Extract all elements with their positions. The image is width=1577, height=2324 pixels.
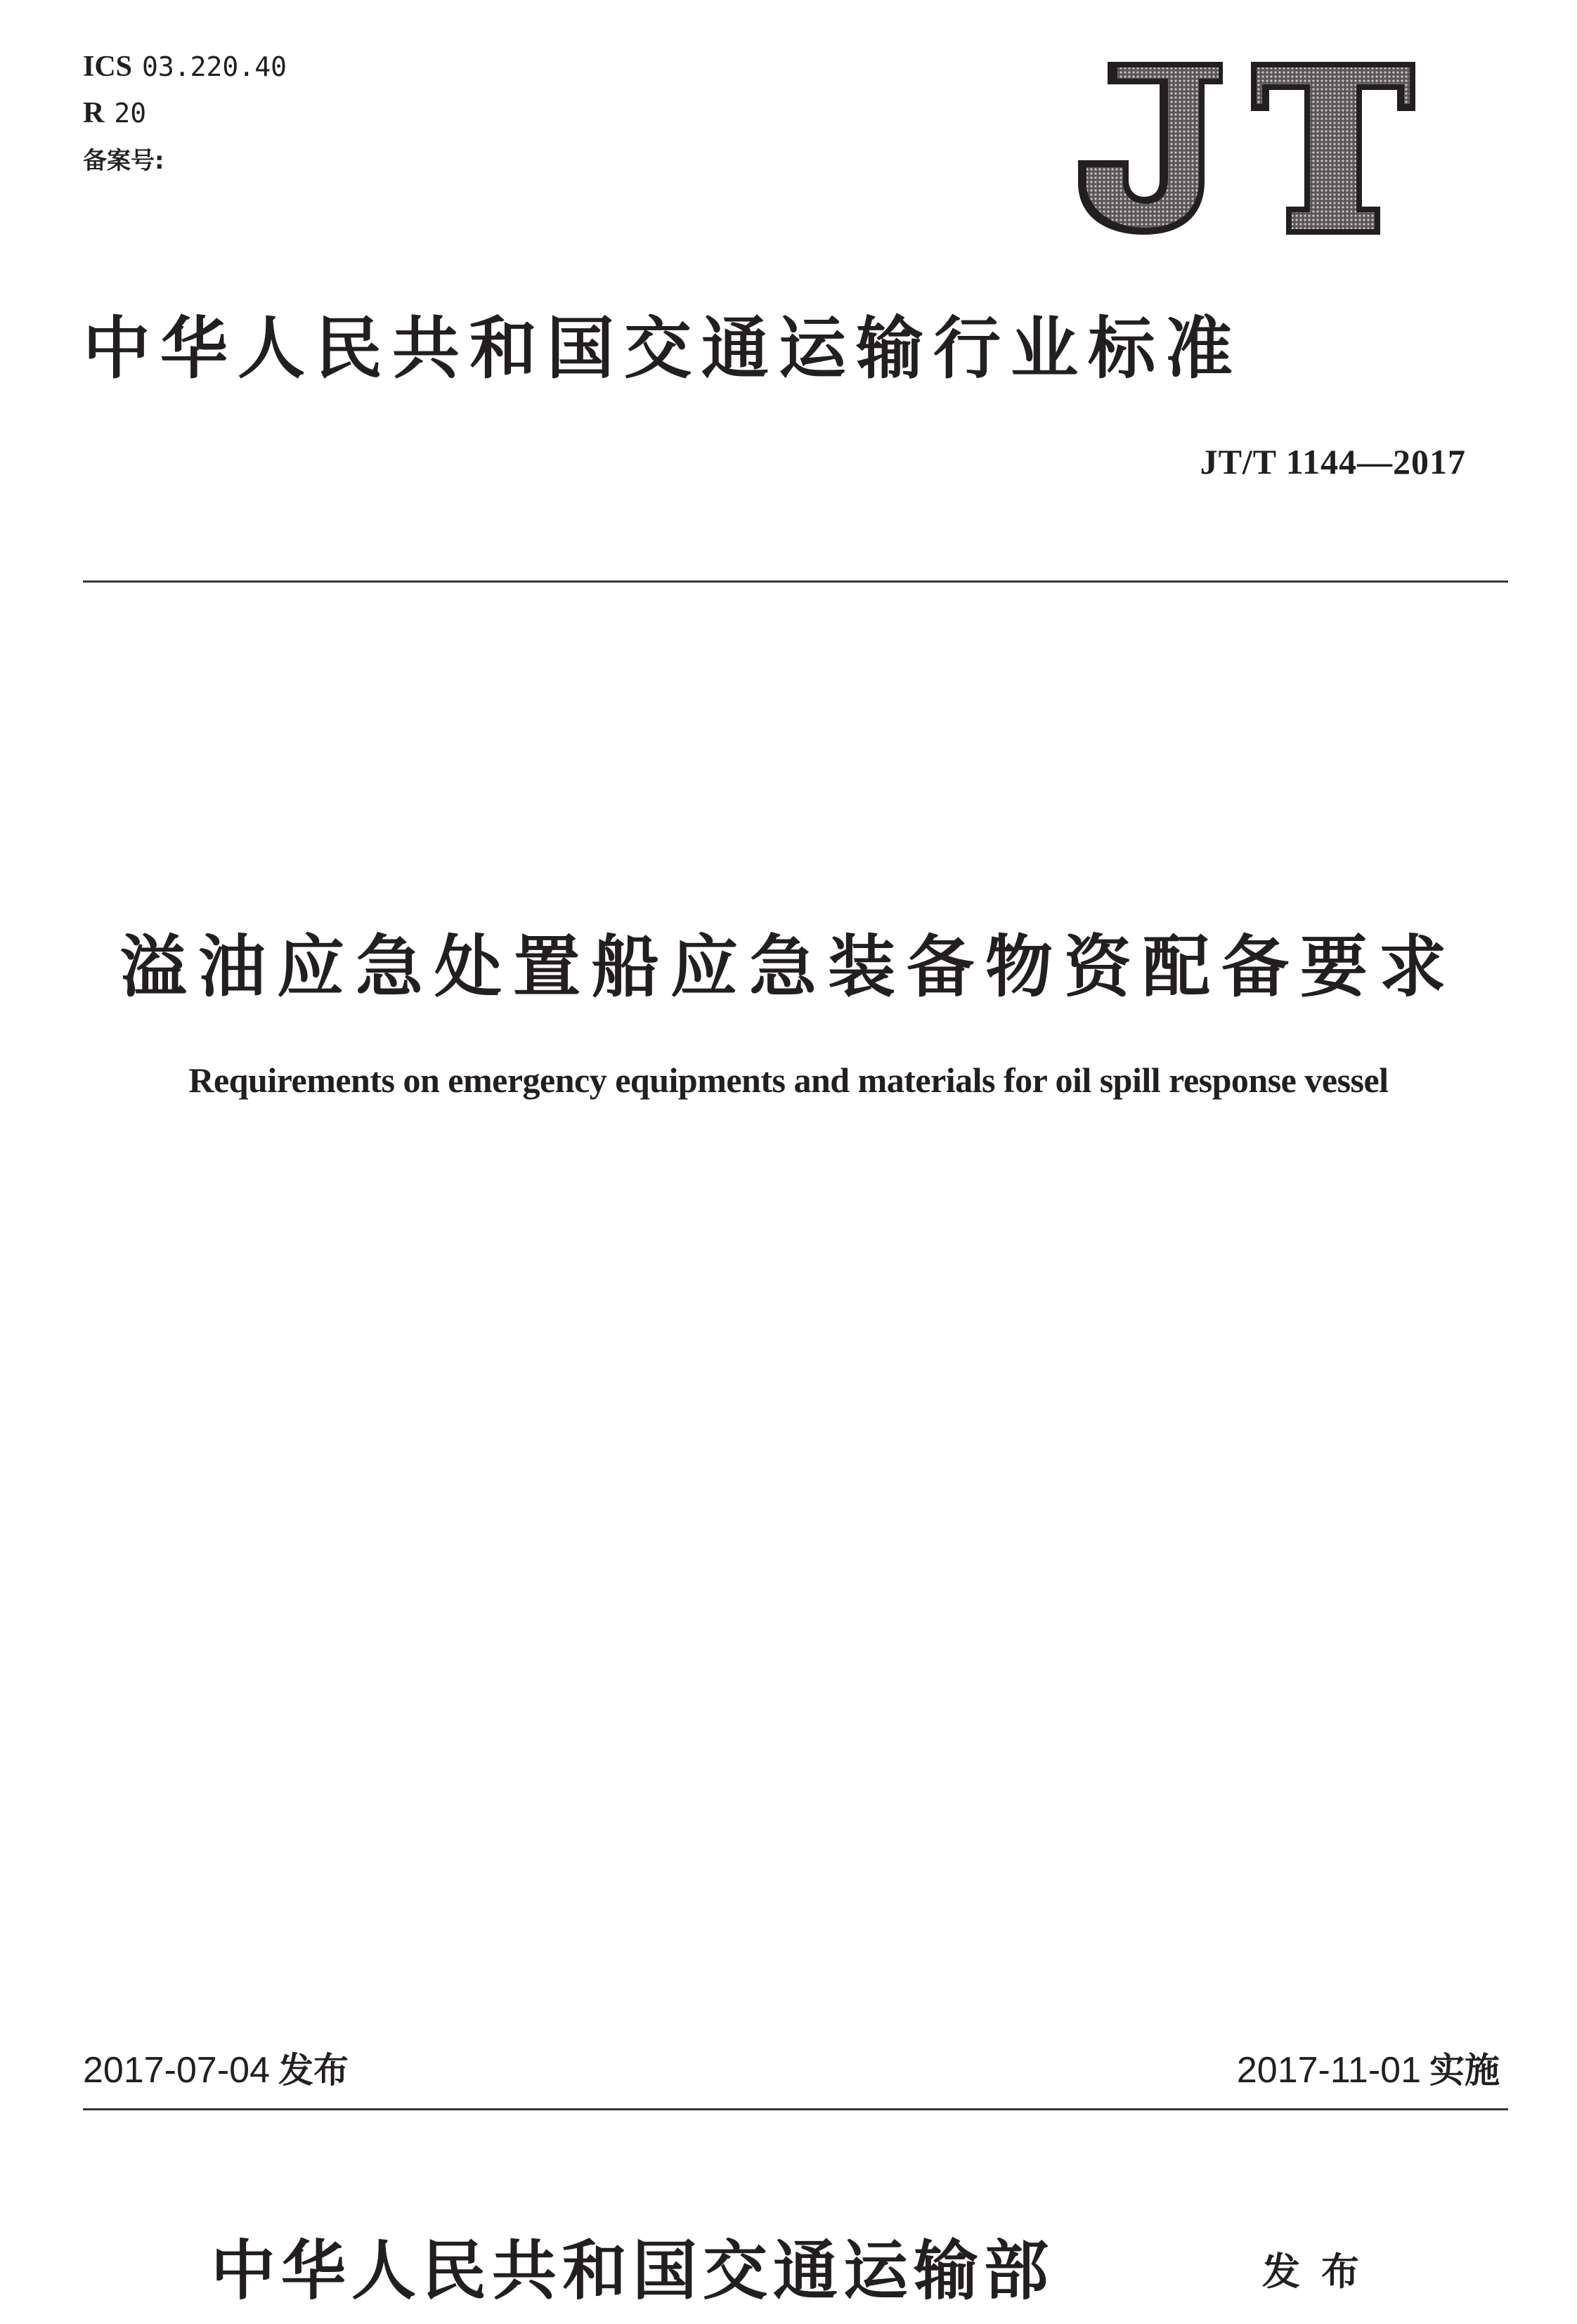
issue-date-label: 发布 <box>278 2050 349 2091</box>
standard-number: JT/T 1144—2017 <box>1200 442 1466 481</box>
issue-date <box>83 2042 349 2093</box>
header-divider <box>83 580 1508 583</box>
filing-label: 备案号: <box>83 147 164 175</box>
logo-letter-t <box>1251 62 1415 235</box>
issuing-action: 发布 <box>1262 2250 1380 2294</box>
issue-date-value: 2017-07-04 <box>83 2050 270 2091</box>
class-label: R <box>83 97 105 129</box>
effective-date <box>1237 2042 1500 2093</box>
ics-code-line <box>83 44 287 90</box>
class-value: 20 <box>114 98 147 129</box>
document-title-english: Requirements on emergency equipments and materials for oil spill response vessel <box>188 1060 1389 1100</box>
class-code-line <box>83 90 287 136</box>
issuing-authority: 中华人民共和国交通运输部 <box>211 2233 1055 2309</box>
logo-letter-j <box>1078 62 1223 235</box>
ics-value: 03.220.40 <box>142 51 287 82</box>
footer-divider <box>83 2108 1508 2110</box>
classification-block <box>83 44 287 184</box>
filing-number-line <box>83 136 287 184</box>
document-title-chinese: 溢油应急处置船应急装备物资配备要求 <box>119 928 1458 1006</box>
standard-category-title: 中华人民共和国交通运输行业标准 <box>83 309 1242 388</box>
jt-logo <box>1067 62 1418 238</box>
effective-date-label: 实施 <box>1429 2050 1500 2091</box>
effective-date-value: 2017-11-01 <box>1236 2050 1421 2091</box>
ics-label: ICS <box>83 51 133 83</box>
